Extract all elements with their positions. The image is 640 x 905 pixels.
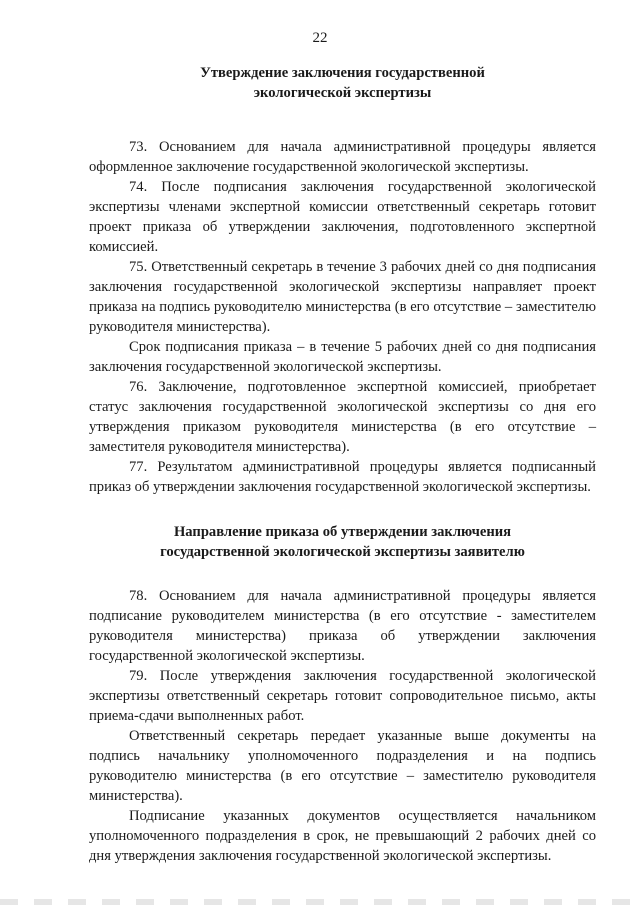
paragraph-75: 75. Ответственный секретарь в течение 3 рабочих дней со дня подписания заключения государственной экологической экспертизы направляет проект приказа на подпись руководителю министерства (в его отсутствие – заместителю руководителя министерства). (89, 259, 596, 335)
heading-line: Утверждение заключения государственной (200, 65, 485, 81)
paragraph-78: 78. Основанием для начала административной процедуры является подписание руководителем министерства (в его отсутствие - заместителем руководителя министерства) приказа об утверждении заключения государственной экологической экспертизы. (89, 588, 596, 664)
paragraph-76: 76. Заключение, подготовленное экспертной комиссией, приобретает статус заключения государственной экологической экспертизы со дня его утверждения приказом руководителя министерства (в его отсутствие – заместителя руководителя министерства). (89, 379, 596, 455)
section-heading-approval (89, 64, 596, 103)
heading-line: государственной экологической экспертизы заявителю (160, 543, 525, 560)
paragraph-77: 77. Результатом административной процедуры является подписанный приказ об утверждении заключения государственной экологической экспертизы. (89, 459, 596, 495)
scan-edge-artifact (0, 899, 640, 905)
document-body (89, 64, 596, 866)
paragraph-79: 79. После утверждения заключения государственной экологической экспертизы ответственный секретарь готовит сопроводительное письмо, акты приема-сдачи выполненных работ. (89, 668, 596, 724)
paragraph-signing-deadline: Подписание указанных документов осуществляется начальником уполномоченного подразделения в срок, не превышающий 2 рабочих дней со дня утверждения заключения государственной экологической экспертизы. (89, 808, 596, 864)
section-heading-sending-order (89, 523, 596, 562)
heading-line: Направление приказа об утверждении заключения (173, 524, 512, 540)
paragraph-signing-term: Срок подписания приказа – в течение 5 рабочих дней со дня подписания заключения государственной экологической экспертизы. (89, 339, 596, 375)
paragraph-secretary-transfer: Ответственный секретарь передает указанные выше документы на подпись начальнику уполномоченного подразделения и на подпись руководителю министерства (в его отсутствие – заместителю руководителя министерства). (89, 728, 596, 804)
section-body-sending-order (89, 586, 596, 866)
paragraph-74: 74. После подписания заключения государственной экологической экспертизы членами экспертной комиссии ответственный секретарь готовит проект приказа об утверждении заключения, подготовленного экспертной комиссией. (89, 179, 596, 255)
page-number: 22 (312, 30, 328, 46)
paragraph-73: 73. Основанием для начала административной процедуры является оформленное заключение государственной экологической экспертизы. (89, 139, 596, 175)
section-body-approval (89, 137, 596, 497)
heading-line: экологической экспертизы (253, 84, 432, 101)
